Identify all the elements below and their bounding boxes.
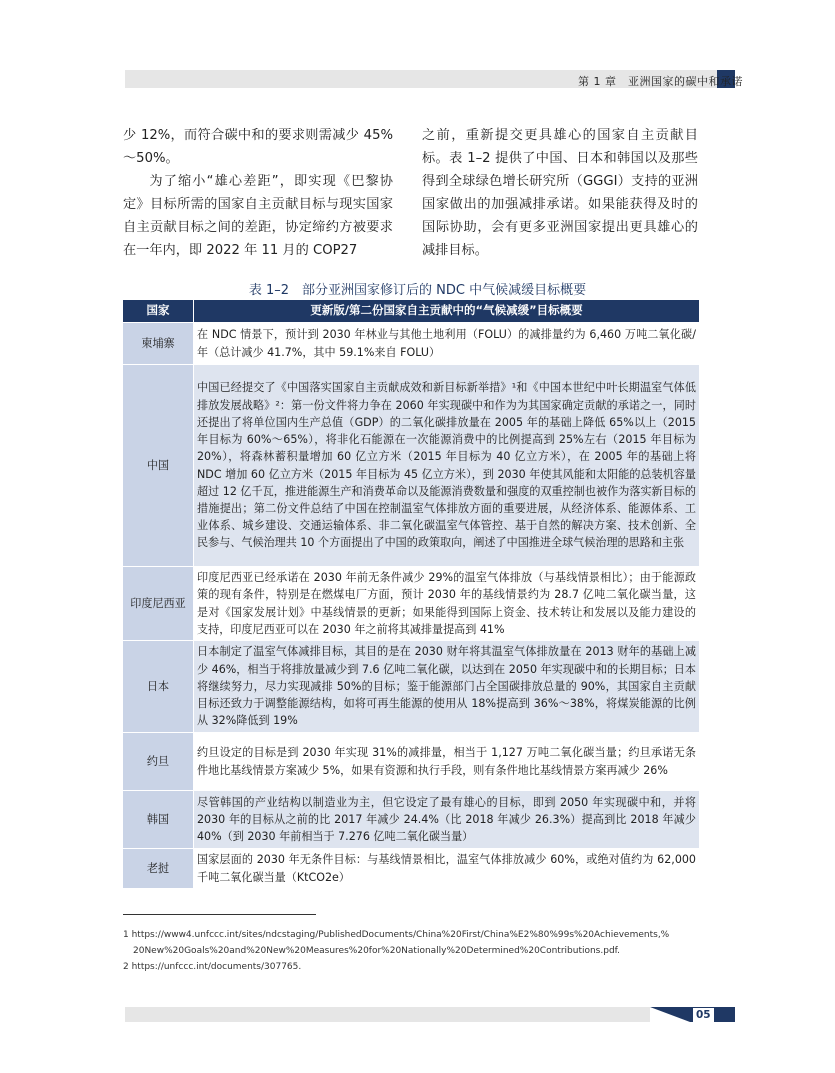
table-row (123, 323, 700, 365)
table-row (123, 567, 700, 641)
footnote-1: 1 https://www4.unfccc.int/sites/ndcstaging/PublishedDocuments/China%20First/China%E2%80%99s%20Achievements,% (123, 930, 670, 940)
summary-cell: 印度尼西亚已经承诺在 2030 年前无条件减少 29%的温室气体排放（与基线情景相比）；由于能源政策的现有条件，特别是在燃煤电厂方面，预计 2030 年的基线情景约为 28.7 亿吨二氧化碳当量，这是对《国家发展计划》中基线情景的更新；如果能得到国际上资金、技术转让和发展以及能力建设的支持，印度尼西亚可以在 2030 年之前将其减排量提高到 41% (194, 567, 700, 641)
footer-accent (717, 1007, 735, 1022)
summary-cell: 尽管韩国的产业结构以制造业为主，但它设定了最有雄心的目标，即到 2050 年实现碳中和，并将 2030 年的目标从之前的比 2017 年减少 24.4%（比 2018 年减少 26.3%）提高到比 2018 年减少 40%（到 2030 年前相当于 7.276 亿吨二氧化碳当量） (194, 791, 700, 849)
header-summary: 更新版/第二份国家自主贡献中的“气候减缓”目标概要 (194, 300, 700, 323)
country-cell: 韩国 (123, 791, 194, 849)
country-cell: 约旦 (123, 733, 194, 791)
country-cell: 中国 (123, 365, 194, 567)
footnote-rule (123, 914, 316, 915)
footer-bar (125, 1007, 650, 1022)
table-row (123, 849, 700, 889)
country-cell: 印度尼西亚 (123, 567, 194, 641)
ndc-table (122, 299, 700, 889)
body-column-left (123, 124, 393, 262)
paragraph: 少 12%，而符合碳中和的要求则需减少 45%～50%。 (123, 128, 393, 166)
summary-cell: 国家层面的 2030 年无条件目标：与基线情景相比，温室气体排放减少 60%，或绝对值约为 62,000 千吨二氧化碳当量（KtCO2e） (194, 849, 700, 889)
chapter-title: 第 1 章 亚洲国家的碳中和承诺 (578, 75, 743, 88)
footnote-2: 2 https://unfccc.int/documents/307765. (123, 962, 302, 972)
footer-wedge (650, 1007, 690, 1022)
table-row (123, 641, 700, 733)
paragraph: 为了缩小“雄心差距”，即实现《巴黎协定》目标所需的国家自主贡献目标与现实国家自主贡献目标之间的差距，协定缔约方被要求在一年内，即 2022 年 11 月的 COP27 (123, 174, 393, 258)
summary-cell: 日本制定了温室气体减排目标，其目的是在 2030 财年将其温室气体排放量在 2013 财年的基础上减少 46%，相当于将排放量减少到 7.6 亿吨二氧化碳，以达到在 2050 年实现碳中和的长期目标；日本将继续努力，尽力实现减排 50%的目标；鉴于能源部门占全国碳排放总量的 90%，其国家自主贡献目标还致力于调整能源结构，如将可再生能源的使用从 18%提高到 36%～38%，将煤炭能源的比例从 32%降低到 19% (194, 641, 700, 733)
body-column-right (422, 124, 698, 262)
page-number: 05 (693, 1008, 714, 1022)
table-title: 表 1–2 部分亚洲国家修订后的 NDC 中气候减缓目标概要 (248, 283, 587, 298)
table-header-row (123, 300, 700, 323)
table-row (123, 791, 700, 849)
header-country: 国家 (123, 300, 194, 323)
summary-cell: 在 NDC 情景下，预计到 2030 年林业与其他土地利用（FOLU）的减排量约为 6,460 万吨二氧化碳/年（总计减少 41.7%，其中 59.1%来自 FOLU） (194, 323, 700, 365)
country-cell: 柬埔寨 (123, 323, 194, 365)
table-row (123, 365, 700, 567)
summary-cell: 约旦设定的目标是到 2030 年实现 31%的减排量，相当于 1,127 万吨二氧化碳当量；约旦承诺无条件地比基线情景方案减少 5%，如果有资源和执行手段，则有条件地比基线情景方案再减少 26% (194, 733, 700, 791)
footnote-1-cont: 20New%20Goals%20and%20New%20Measures%20for%20Nationally%20Determined%20Contributions.pdf. (133, 946, 621, 956)
summary-cell: 中国已经提交了《中国落实国家自主贡献成效和新目标新举措》¹和《中国本世纪中叶长期温室气体低排放发展战略》²：第一份文件将力争在 2060 年实现碳中和作为为其国家确定贡献的承诺之一，同时还提出了将单位国内生产总值（GDP）的二氧化碳排放量在 2005 年的基础上降低 65%以上（2015 年目标为 60%～65%），将非化石能源在一次能源消费中的比例提高到 25%左右（2015 年目标为 20%），将森林蓄积量增加 60 亿立方米（2015 年目标为 40 亿立方米），在 2005 年的基础上将 NDC 增加 60 亿立方米（2015 年目标为 45 亿立方米），到 2030 年使其风能和太阳能的总装机容量超过 12 亿千瓦，推进能源生产和消费革命以及能源消费数量和强度的双重控制也被作为落实新目标的措施提出；第二份文件总结了中国在控制温室气体排放方面的重要进展，从经济体系、能源体系、工业体系、城乡建设、交通运输体系、非二氧化碳温室气体管控、基于自然的解决方案、技术创新、全民参与、气候治理共 10 个方面提出了中国的政策取向，阐述了中国推进全球气候治理的思路和主张 (194, 365, 700, 567)
table-row (123, 733, 700, 791)
paragraph: 之前，重新提交更具雄心的国家自主贡献目标。表 1–2 提供了中国、日本和韩国以及那些得到全球绿色增长研究所（GGGI）支持的亚洲国家做出的加强减排承诺。如果能获得及时的国际协助，会有更多亚洲国家提出更具雄心的减排目标。 (422, 128, 698, 258)
country-cell: 日本 (123, 641, 194, 733)
country-cell: 老挝 (123, 849, 194, 889)
